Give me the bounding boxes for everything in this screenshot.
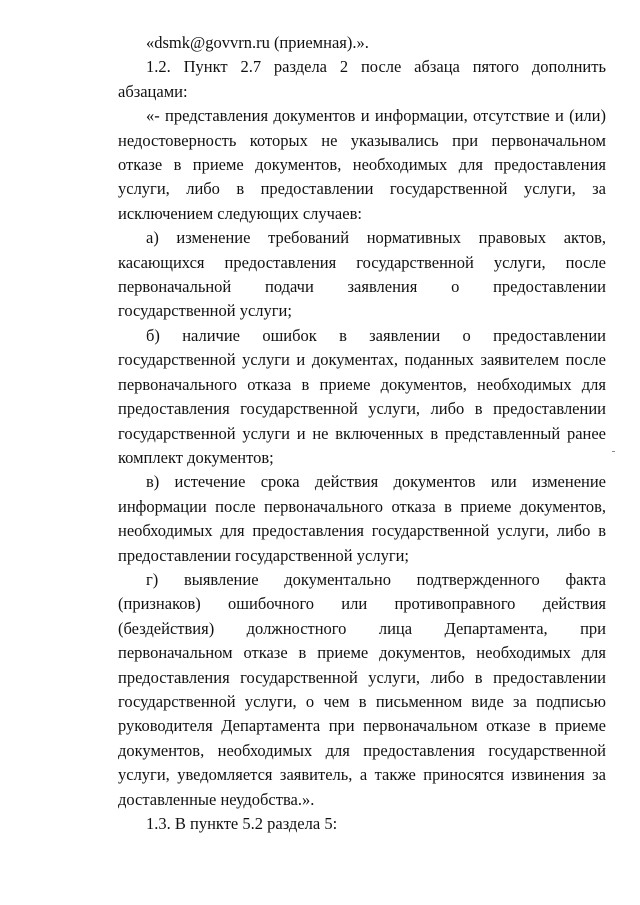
subitem-b: б) наличие ошибок в заявлении о предоставлении государственной услуги и документах, поданных заявителем после первоначального отказа в приеме документов, необходимых для предоставления государственной услуги, либо в предоставлении государственной услуги и не включенных в представленный ранее комплект документов; (118, 325, 606, 467)
subitem-g: г) выявление документально подтвержденного факта (признаков) ошибочного или противоправного действия (бездействия) должностного лица Департамента, при первоначальном отказе в приеме документов, необходимых для предоставления государственной услуги, либо в предоставлении государственной услуги, о чем в письменном виде за подписью руководителя Департамента при первоначальном отказе в приеме документов, необходимых для предоставления государственной услуги, уведомляется заявитель, а также приносятся извинения за доставленные неудобства.». (118, 569, 606, 809)
document-body (118, 31, 606, 836)
item-1-2-heading: 1.2. Пункт 2.7 раздела 2 после абзаца пятого дополнить абзацами: (118, 57, 606, 101)
intro-paragraph: «- представления документов и информации, отсутствие и (или) недостоверность которых не указывались при первоначальном отказе в приеме документов, необходимых для предоставления услуги, либо в предоставлении государственной услуги, за исключением следующих случаев: (118, 106, 606, 223)
subitem-v: в) истечение срока действия документов или изменение информации после первоначального отказа в приеме документов, необходимых для предоставления государственной услуги, либо в предоставлении государственной услуги; (118, 472, 606, 565)
scan-speck (612, 451, 615, 452)
subitem-a: а) изменение требований нормативных правовых актов, касающихся предоставления государственной услуги, после первоначальной подачи заявления о предоставлении государственной услуги; (118, 228, 606, 321)
email-line: «dsmk@govvrn.ru (приемная).». (146, 33, 369, 52)
item-1-3-heading: 1.3. В пункте 5.2 раздела 5: (146, 814, 338, 833)
